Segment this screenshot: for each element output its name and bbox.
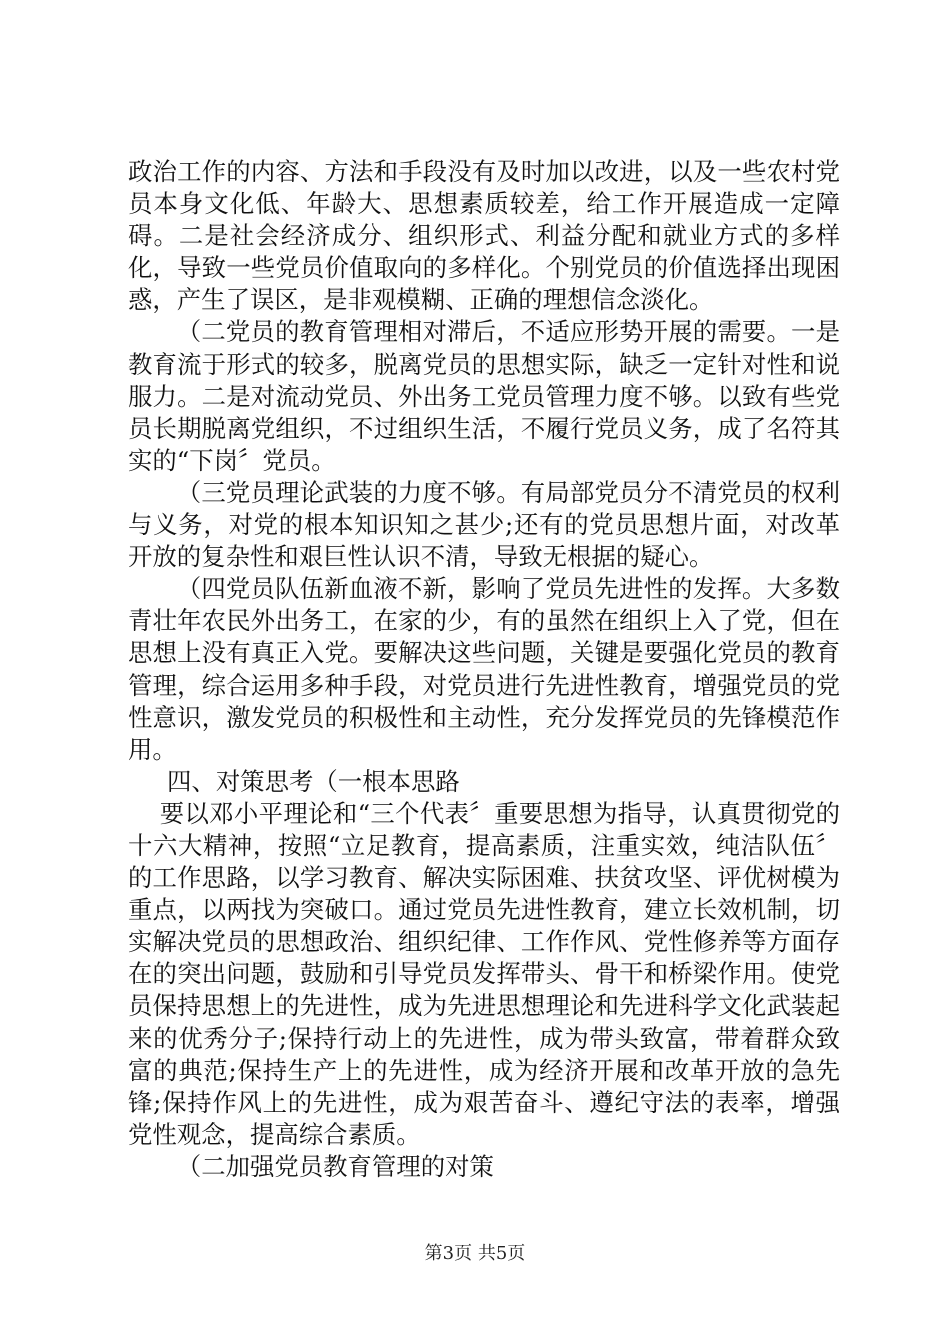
paragraph-section-2: （二党员的教育管理相对滞后，不适应形势开展的需要。一是教育流于形式的较多，脱离党员的思想实际，缺乏一定针对性和说服力。二是对流动党员、外出务工党员管理力度不够。以致有些党员长期脱离党组织，不过组织生活，不履行党员义务，成了名符其实的“下岗〞党员。 [128, 317, 840, 475]
paragraph-basic-approach: 要以邓小平理论和“三个代表〞重要思想为指导，认真贯彻党的十六大精神，按照“立足教育，提高素质，注重实效，纯洁队伍〞的工作思路，以学习教育、解决实际困难、扶贫攻坚、评优树模为重点，以两找为突破口。通过党员先进性教育，建立长效机制，切实解决党员的思想政治、组织纪律、工作作风、党性修养等方面存在的突出问题，鼓励和引导党员发挥带头、骨干和桥梁作用。使党员保持思想上的先进性，成为先进思想理论和先进科学文化武装起来的优秀分子;保持行动上的先进性，成为带头致富，带着群众致富的典范;保持生产上的先进性，成为经济开展和改革开放的急先锋;保持作风上的先进性，成为艰苦奋斗、遵纪守法的表率，增强党性观念，提高综合素质。 [128, 798, 840, 1149]
document-body [128, 156, 840, 1183]
page-number-footer: 第3页 共5页 [424, 1243, 526, 1264]
paragraph-continuation: 政治工作的内容、方法和手段没有及时加以改进，以及一些农村党员本身文化低、年龄大、思想素质较差，给工作开展造成一定障碍。二是社会经济成分、组织形式、利益分配和就业方式的多样化，导致一些党员价值取向的多样化。个别党员的价值选择出现困惑，产生了误区，是非观模糊、正确的理想信念淡化。 [128, 157, 840, 315]
paragraph-section-4: （四党员队伍新血液不新，影响了党员先进性的发挥。大多数青壮年农民外出务工，在家的少，有的虽然在组织上入了党，但在思想上没有真正入党。要解决这些问题，关键是要强化党员的教育管理，综合运用多种手段，对党员进行先进性教育，增强党员的党性意识，激发党员的积极性和主动性，充分发挥党员的先锋模范作用。 [128, 574, 840, 764]
heading-strengthen-management: （二加强党员教育管理的对策 [176, 1151, 494, 1181]
heading-countermeasures: 四、对策思考（一根本思路 [167, 766, 460, 796]
paragraph-section-3: （三党员理论武装的力度不够。有局部党员分不清党员的权利与义务，对党的根本知识知之甚少;还有的党员思想片面，对改革开放的复杂性和艰巨性认识不清，导致无根据的疑心。 [128, 477, 840, 572]
